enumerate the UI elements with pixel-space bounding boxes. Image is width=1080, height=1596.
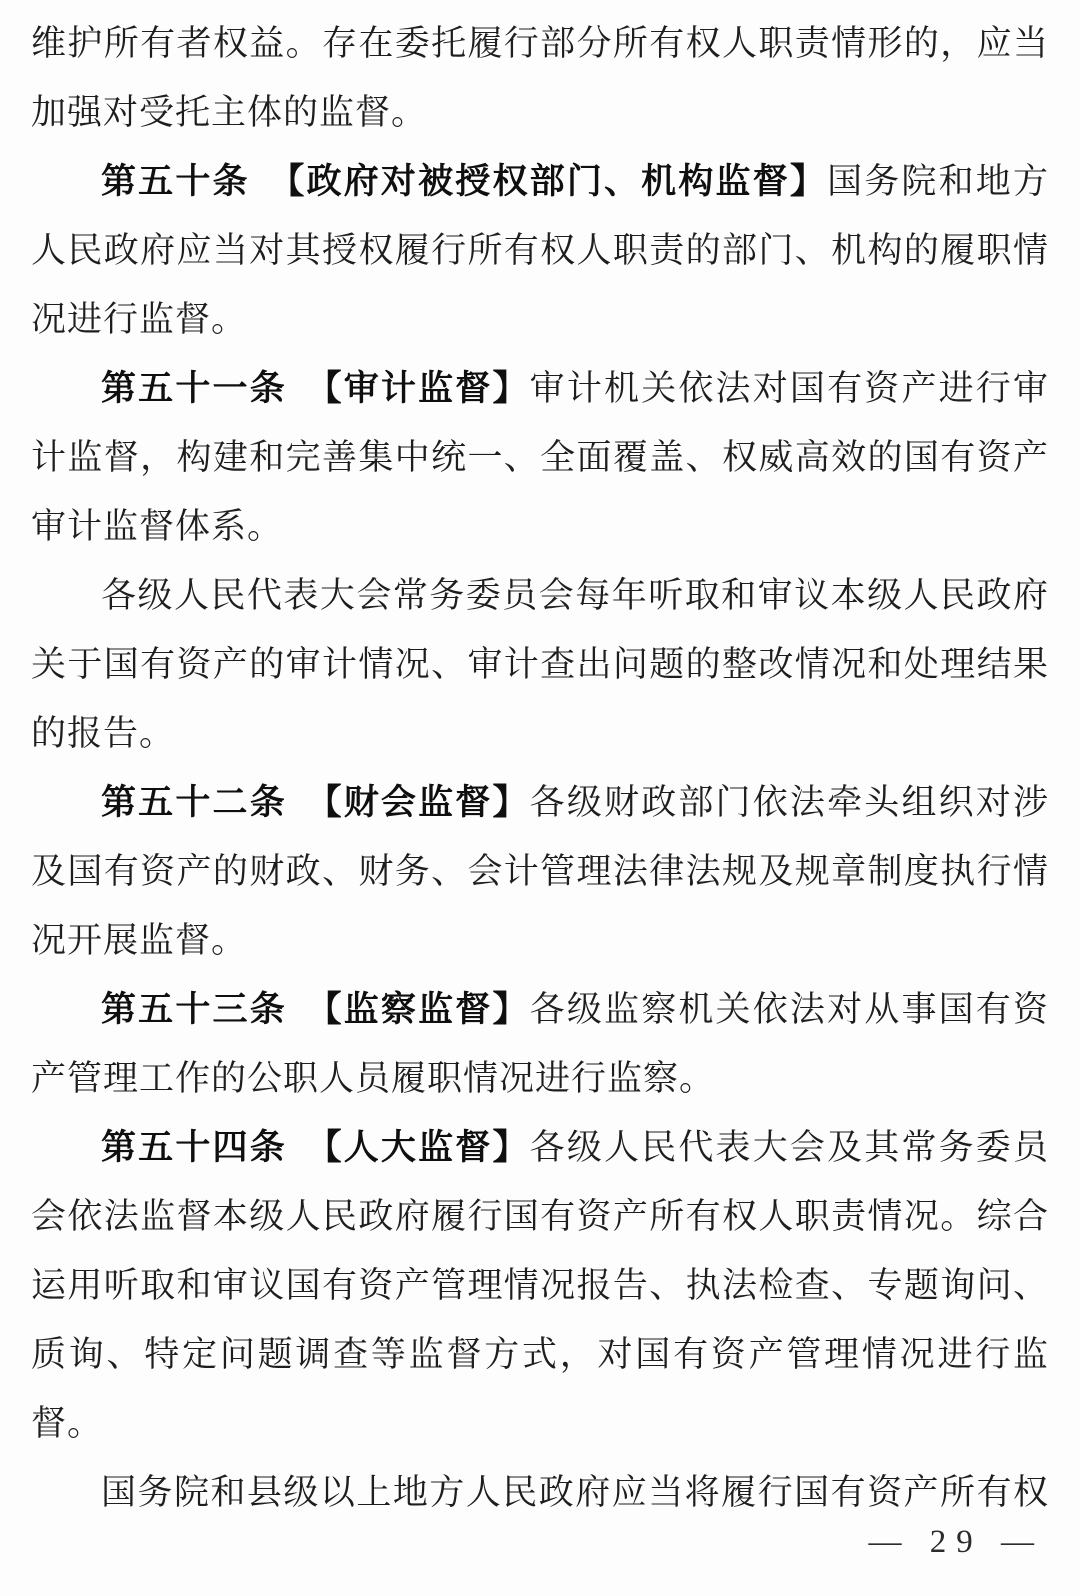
body-text: 关于国有资产的审计情况、审计查出问题的整改情况和处理结果	[31, 645, 1049, 684]
body-text: 及国有资产的财政、财务、会计管理法律法规及规章制度执行情	[31, 852, 1049, 891]
body-text: 加强对受托主体的监督。	[31, 93, 428, 132]
text-line	[31, 78, 1049, 147]
text-line	[31, 837, 1049, 906]
article-heading-text: 第五十一条 【审计监督】	[101, 369, 530, 408]
text-line	[31, 354, 1049, 423]
body-text: 计监督，构建和完善集中统一、全面覆盖、权威高效的国有资产	[31, 438, 1049, 477]
text-line	[31, 768, 1049, 837]
body-text: 况进行监督。	[31, 300, 248, 339]
body-text: 的报告。	[31, 714, 176, 753]
body-text: 国务院和地方	[827, 162, 1049, 201]
body-text: 各级人民代表大会及其常务委员	[529, 1128, 1049, 1167]
body-text: 国务院和县级以上地方人民政府应当将履行国有资产所有权	[101, 1473, 1049, 1512]
body-text: 会依法监督本级人民政府履行国有资产所有权人职责情况。综合	[31, 1197, 1049, 1236]
article-heading-text: 第五十三条 【监察监督】	[101, 990, 530, 1029]
text-line	[31, 1389, 1049, 1458]
text-line	[31, 630, 1049, 699]
body-text: 各级监察机关依法对从事国有资	[529, 990, 1049, 1029]
text-line	[31, 423, 1049, 492]
text-line	[31, 1251, 1049, 1320]
text-line	[31, 492, 1049, 561]
body-text: 审计机关依法对国有资产进行审	[529, 369, 1049, 408]
text-line	[31, 1182, 1049, 1251]
text-line	[31, 561, 1049, 630]
article-heading-text: 第五十二条 【财会监督】	[101, 783, 530, 822]
page-number: — 29 —	[868, 1524, 1044, 1560]
text-line	[31, 147, 1049, 216]
body-text: 况开展监督。	[31, 921, 248, 960]
body-text: 产管理工作的公职人员履职情况进行监察。	[31, 1059, 716, 1098]
body-text: 督。	[31, 1404, 104, 1443]
body-text: 运用听取和审议国有资产管理情况报告、执法检查、专题询问、	[31, 1266, 1049, 1305]
article-heading-text: 第五十四条 【人大监督】	[101, 1128, 530, 1167]
body-text: 各级财政部门依法牵头组织对涉	[529, 783, 1049, 822]
body-text: 各级人民代表大会常务委员会每年听取和审议本级人民政府	[101, 576, 1049, 615]
text-line	[31, 1044, 1049, 1113]
text-line	[31, 1320, 1049, 1389]
body-text: 质询、特定问题调查等监督方式，对国有资产管理情况进行监	[31, 1335, 1049, 1374]
body-text: 审计监督体系。	[31, 507, 284, 546]
article-heading-text: 第五十条 【政府对被授权部门、机构监督】	[101, 162, 828, 201]
text-line	[31, 9, 1049, 78]
text-line	[31, 1458, 1049, 1527]
body-text: 人民政府应当对其授权履行所有权人职责的部门、机构的履职情	[31, 231, 1049, 270]
text-line	[31, 1113, 1049, 1182]
text-line	[31, 216, 1049, 285]
text-line	[31, 699, 1049, 768]
text-line	[31, 906, 1049, 975]
text-line	[31, 285, 1049, 354]
body-text: 维护所有者权益。存在委托履行部分所有权人职责情形的，应当	[31, 24, 1049, 63]
document-body	[31, 9, 1049, 1527]
text-line	[31, 975, 1049, 1044]
